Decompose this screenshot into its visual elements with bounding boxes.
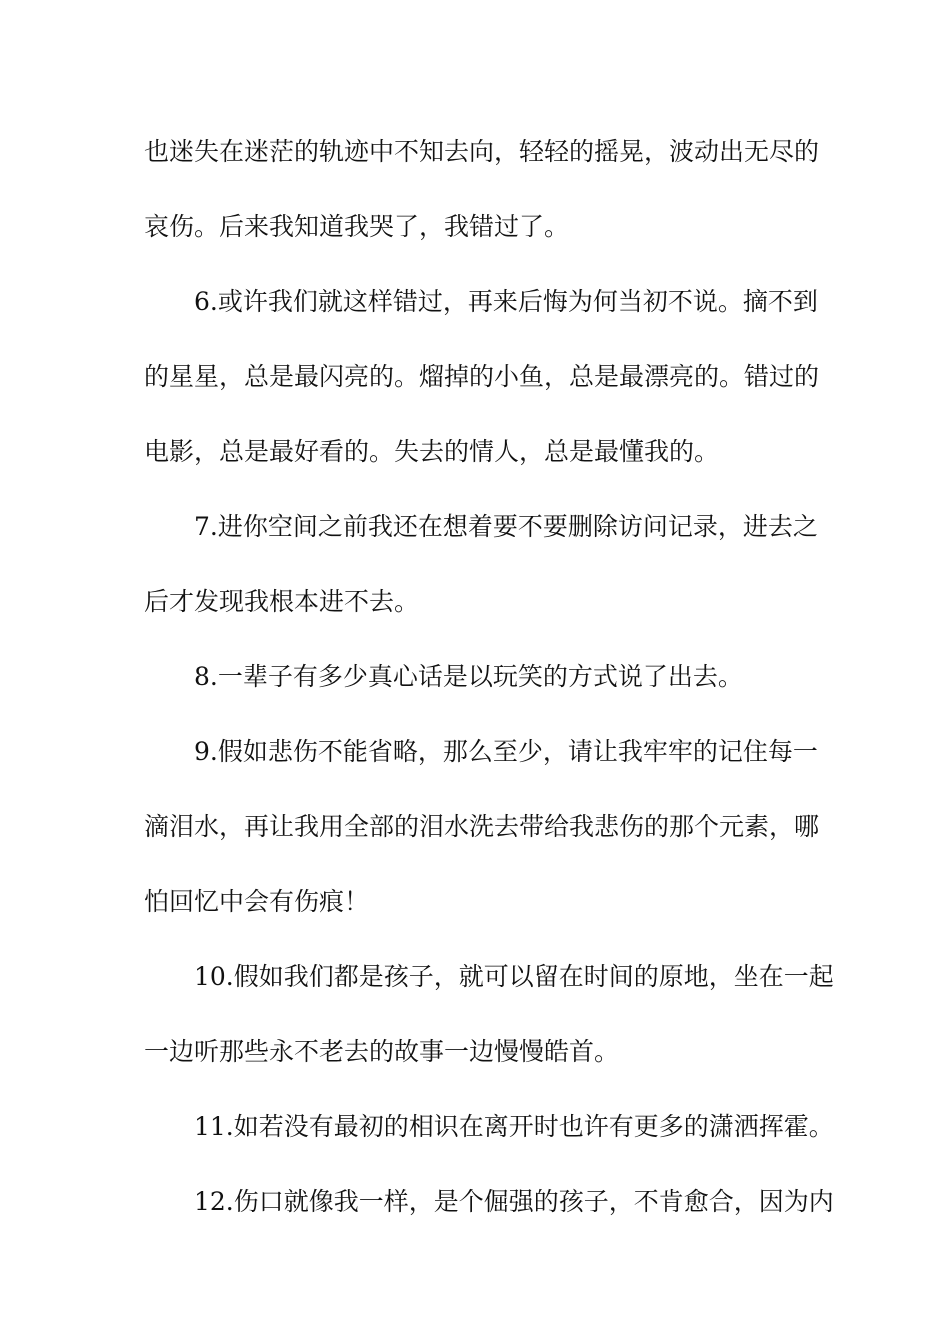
- paragraph-6-start: 6.或许我们就这样错过，再来后悔为何当初不说。摘不到: [194, 287, 818, 316]
- paragraph-11: 11.如若没有最初的相识在离开时也许有更多的潇洒挥霍。: [194, 1112, 834, 1141]
- paragraph-10-start: 10.假如我们都是孩子，就可以留在时间的原地，坐在一起: [194, 962, 834, 991]
- paragraph-8: 8.一辈子有多少真心话是以玩笑的方式说了出去。: [194, 662, 743, 691]
- document-body: [144, 127, 834, 1252]
- text-line: 电影，总是最好看的。失去的情人，总是最懂我的。: [144, 437, 720, 466]
- paragraph-9-start: 9.假如悲伤不能省略，那么至少，请让我牢牢的记住每一: [194, 737, 818, 766]
- text-line: 滴泪水，再让我用全部的泪水洗去带给我悲伤的那个元素，哪: [144, 812, 820, 841]
- paragraph-12-start: 12.伤口就像我一样，是个倔强的孩子，不肯愈合，因为内: [194, 1187, 834, 1216]
- paragraph-7-start: 7.进你空间之前我还在想着要不要删除访问记录，进去之: [194, 512, 818, 541]
- text-line: 也迷失在迷茫的轨迹中不知去向，轻轻的摇晃，波动出无尽的: [144, 137, 820, 166]
- text-line: 哀伤。后来我知道我哭了，我错过了。: [144, 212, 570, 241]
- text-line: 怕回忆中会有伤痕！: [144, 887, 370, 916]
- text-line: 后才发现我根本进不去。: [144, 587, 420, 616]
- text-line: 的星星，总是最闪亮的。熘掉的小鱼，总是最漂亮的。错过的: [144, 362, 820, 391]
- text-line: 一边听那些永不老去的故事一边慢慢皓首。: [144, 1037, 620, 1066]
